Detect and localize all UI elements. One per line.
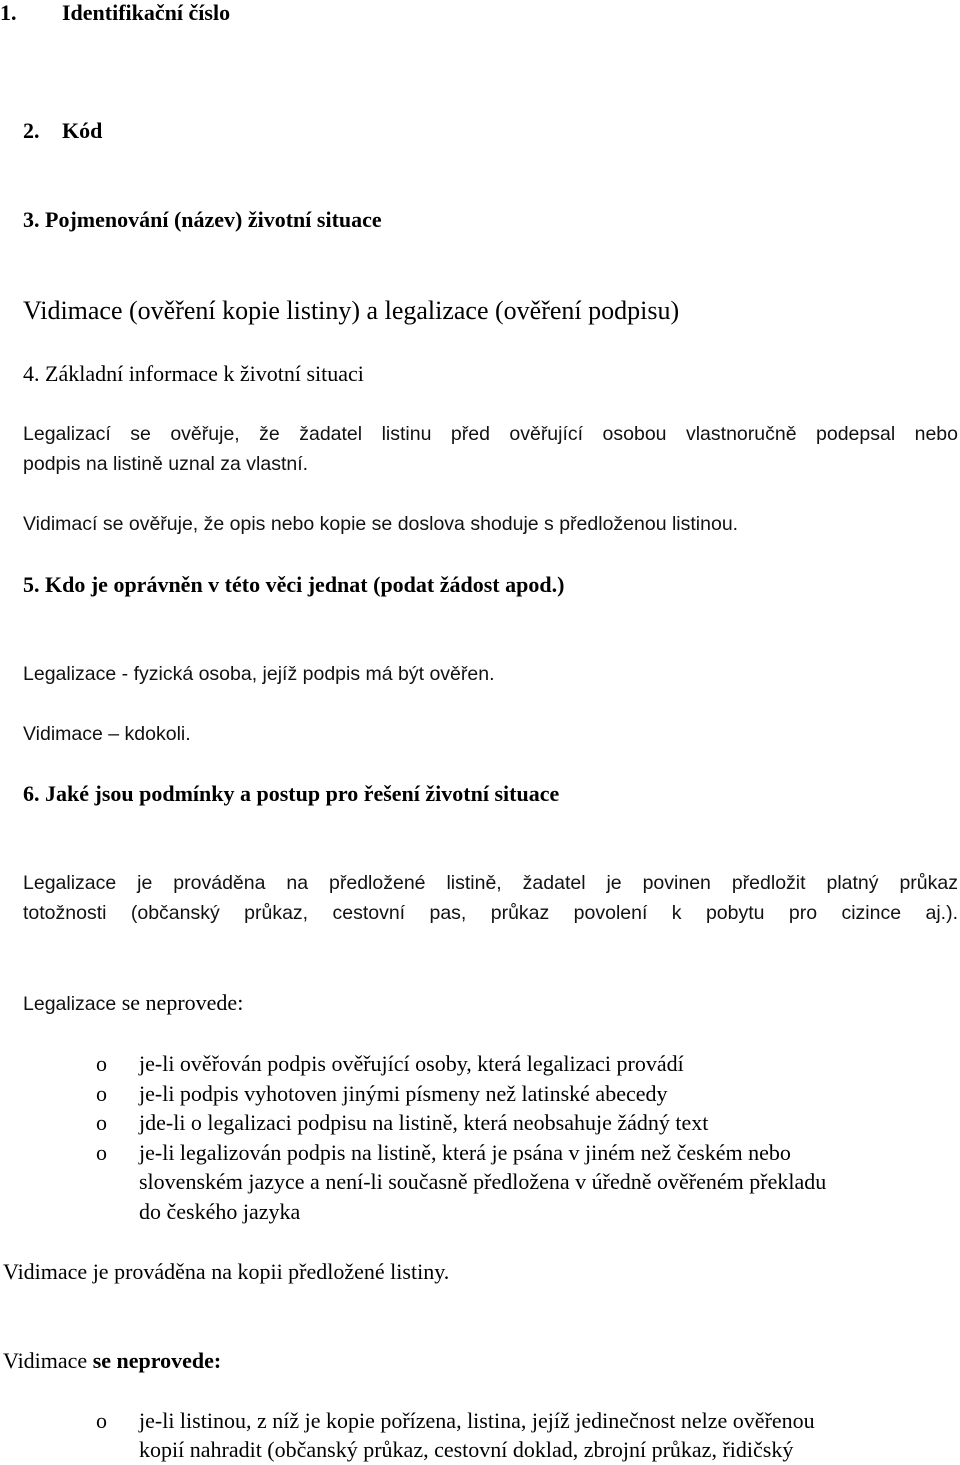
section-6-paragraph-line-2: totožnosti (občanský průkaz, cestovní pas, průkaz povolení k pobytu pro cizince aj.). — [23, 902, 958, 924]
legalizace-exception-item: jde-li o legalizaci podpisu na listině, která neobsahuje žádný text — [139, 1110, 709, 1135]
legalizace-label: Legalizace — [23, 993, 117, 1015]
life-situation-title: Vidimace (ověření kopie listiny) a legalizace (ověření podpisu) — [23, 296, 680, 325]
section-5-line-2: Vidimace – kdokoli. — [23, 723, 191, 745]
section-2-heading — [23, 118, 103, 144]
bullet-marker: o — [96, 1140, 107, 1165]
section-6-heading: 6. Jaké jsou podmínky a postup pro řešení životní situace — [23, 781, 560, 806]
legalizace-exception-item: je-li ověřován podpis ověřující osoby, která legalizaci provádí — [139, 1051, 684, 1076]
bullet-marker: o — [96, 1408, 107, 1433]
bullet-marker: o — [96, 1081, 107, 1106]
section-1-number: 1. — [0, 0, 17, 25]
section-6-paragraph-line-1: Legalizace je prováděna na předložené listině, žadatel je povinen předložit platný průkaz — [23, 872, 958, 894]
section-4-paragraph-2: Vidimací se ověřuje, že opis nebo kopie se doslova shoduje s předloženou listinou. — [23, 513, 739, 535]
vidimace-label: Vidimace — [3, 1348, 88, 1373]
bullet-marker: o — [96, 1051, 107, 1076]
vidimace-description: Vidimace je prováděna na kopii předložené listiny. — [3, 1259, 450, 1284]
section-4-paragraph-1-line-2: podpis na listině uznal za vlastní. — [23, 453, 309, 475]
section-3-heading: 3. Pojmenování (název) životní situace — [23, 207, 382, 232]
vidimace-exception-item: je-li listinou, z níž je kopie pořízena, listina, jejíž jedinečnost nelze ověřenou — [139, 1408, 815, 1433]
section-4-paragraph-1-line-1: Legalizací se ověřuje, že žadatel listinu před ověřující osobou vlastnoručně podepsal nebo — [23, 423, 958, 445]
vidimace-exception-item-continuation: kopií nahradit (občanský průkaz, cestovní doklad, zbrojní průkaz, řidičský — [139, 1437, 794, 1462]
section-1-heading — [0, 0, 231, 26]
colon: : — [237, 990, 244, 1015]
section-2-title: Kód — [62, 118, 103, 143]
legalizace-exceptions-heading — [23, 990, 243, 1017]
section-2-number: 2. — [23, 118, 40, 143]
legalizace-exception-item: je-li legalizován podpis na listině, která je psána v jiném než českém nebo — [139, 1140, 791, 1165]
legalizace-exception-item: je-li podpis vyhotoven jinými písmeny než latinské abecedy — [139, 1081, 668, 1106]
section-1-title: Identifikační číslo — [62, 0, 231, 25]
bullet-marker: o — [96, 1110, 107, 1135]
section-4-heading: 4. Základní informace k životní situaci — [23, 361, 364, 386]
vidimace-se-neprovede-label: se neprovede: — [92, 1348, 222, 1373]
section-5-line-1: Legalizace - fyzická osoba, jejíž podpis má být ověřen. — [23, 663, 495, 685]
legalizace-exception-item-continuation: slovenském jazyce a není-li současně předložena v úředně ověřeném překladu — [139, 1169, 827, 1194]
section-5-heading: 5. Kdo je oprávněn v této věci jednat (podat žádost apod.) — [23, 572, 565, 597]
vidimace-exceptions-heading — [3, 1348, 221, 1374]
legalizace-exception-item-continuation: do českého jazyka — [139, 1199, 301, 1224]
se-neprovede-label: se neprovede — [121, 990, 238, 1015]
